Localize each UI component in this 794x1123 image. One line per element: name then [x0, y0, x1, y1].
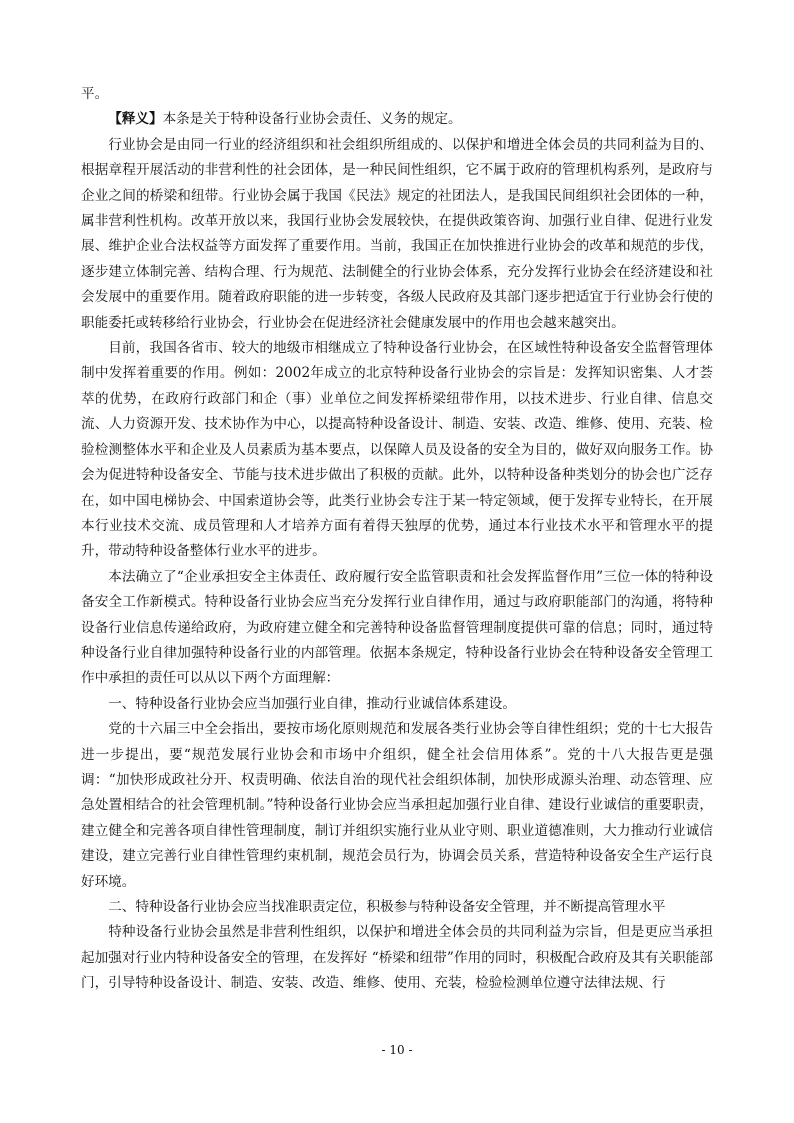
section-heading-one: 一、特种设备行业协会应当加强行业自律，推动行业诚信体系建设。	[108, 695, 516, 712]
section-heading-two: 二、特种设备行业协会应当找准职责定位，积极参与特种设备安全管理，并不断提高管理水平	[108, 899, 666, 915]
interpretation-text: 本条是关于特种设备行业协会责任、义务的规定。	[162, 111, 462, 128]
paragraph-interpretation	[81, 107, 713, 132]
paragraph-law-model: 本法确立了“企业承担安全主体责任、政府履行安全监管职责和社会发挥监督作用”三位一体的特种设备安全工作新模式。特种设备行业协会应当充分发挥行业自律作用，通过与政府职能部门的沟通，将特种设备行业信息传递给政府，为政府建立健全和完善特种设备监督管理制度提供可靠的信息；同时，通过特种设备行业自律加强特种设备行业的内部管理。依据本条规定，特种设备行业协会在特种设备安全管理工作中承担的责任可以从以下两个方面理解：	[81, 568, 713, 687]
paragraph-self-discipline: 党的十六届三中全会指出，要按市场化原则规范和发展各类行业协会等自律性组织；党的十七大报告进一步提出，要“规范发展行业协会和市场中介组织，健全社会信用体系”。党的十八大报告更是强调：“加快形成政社分开、权责明确、依法自治的现代社会组织体制，加快形成源头治理、动态管理、应急处置相结合的社会管理机制。”特种设备行业协会应当承担起加强行业自律、建设行业诚信的重要职责，建立健全和完善各项自律性管理制度，制订并组织实施行业从业守则、职业道德准则，大力推动行业诚信建设，建立完善行业自律性管理约束机制，规范会员行为，协调会员关系，营造特种设备安全生产运行良好环境。	[81, 721, 713, 890]
paragraph-current-status: 目前，我国各省市、较大的地级市相继成立了特种设备行业协会，在区域性特种设备安全监督管理体制中发挥着重要的作用。例如：2002年成立的北京特种设备行业协会的宗旨是：发挥知识密集、人才荟萃的优势，在政府行政部门和企（事）业单位之间发挥桥梁纽带作用，以技术进步、行业自律、信息交流、人力资源开发、技术协作为中心，以提高特种设备设计、制造、安装、改造、维修、使用、充装、检验检测整体水平和企业及人员素质为基本要点，以保障人员及设备的安全为目的，做好双向服务工作。协会为促进特种设备安全、节能与技术进步做出了积极的贡献。此外，以特种设备种类划分的协会也广泛存在，如中国电梯协会、中国索道协会等，此类行业协会专注于某一特定领域，便于发挥专业特长，在开展本行业技术交流、成员管理和人才培养方面有着得天独厚的优势，通过本行业技术水平和管理水平的提升，带动特种设备整体行业水平的进步。	[81, 340, 713, 560]
page-number: - 10 -	[381, 1043, 413, 1057]
document-body	[81, 82, 713, 997]
interpretation-label: 【释义】	[108, 111, 163, 128]
paragraph-continuation: 平。	[81, 86, 109, 102]
paragraph-safety-management: 特种设备行业协会虽然是非营利性组织，以保护和增进全体会员的共同利益为宗旨，但是更应当承担起加强对行业内特种设备安全的管理，在发挥好 “桥梁和纽带”作用的同时，积极配合政府及其有关职能部门，引导特种设备设计、制造、安装、改造、维修、使用、充装，检验检测单位遵守法律法规、行	[81, 924, 713, 992]
paragraph-industry-association: 行业协会是由同一行业的经济组织和社会组织所组成的、以保护和增进全体会员的共同利益为目的、根据章程开展活动的非营利性的社会团体，是一种民间性组织，它不属于政府的管理机构系列，是政府与企业之间的桥梁和纽带。行业协会属于我国《民法》规定的社团法人，是我国民间组织社会团体的一种，属非营利性机构。改革开放以来，我国行业协会发展较快，在提供政策咨询、加强行业自律、促进行业发展、维护企业合法权益等方面发挥了重要作用。当前，我国正在加快推进行业协会的改革和规范的步伐，逐步建立体制完善、结构合理、行为规范、法制健全的行业协会体系，充分发挥行业协会在经济建设和社会发展中的重要作用。随着政府职能的进一步转变，各级人民政府及其部门逐步把适宜于行业协会行使的职能委托或转移给行业协会，行业协会在促进经济社会健康发展中的作用也会越来越突出。	[81, 136, 713, 331]
